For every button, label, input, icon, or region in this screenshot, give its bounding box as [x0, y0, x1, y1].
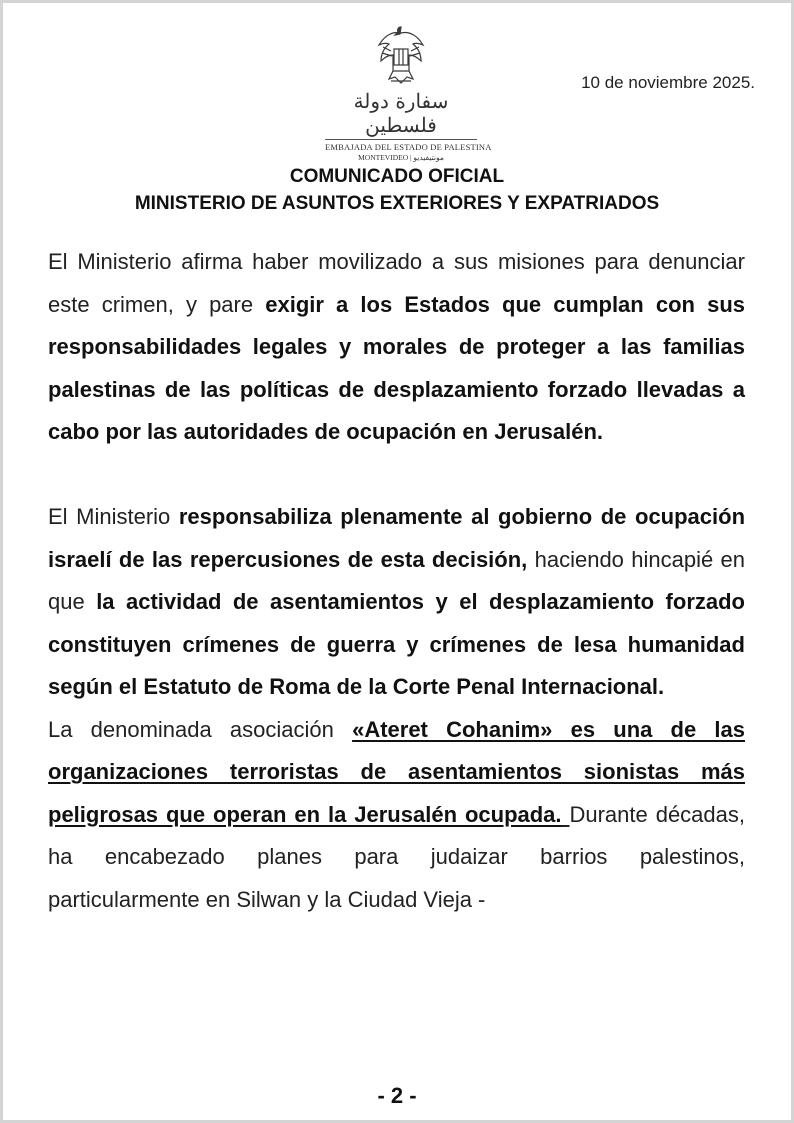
document-body [48, 241, 745, 921]
document-header [3, 163, 791, 217]
eagle-emblem-icon [373, 21, 429, 87]
header-line-1: COMUNICADO OFICIAL [289, 166, 505, 187]
paragraph-3-text-1: La denominada asociación [48, 716, 353, 742]
paragraph-2-text-1: El Ministerio [48, 504, 179, 529]
paragraph-3 [48, 709, 745, 922]
paragraph-1 [48, 241, 745, 454]
paragraph-1-text: El Ministerio afirma haber movilizado a sus misiones para denunciar este crimen, y pare [48, 249, 745, 317]
header-line-2: MINISTERIO DE ASUNTOS EXTERIORES Y EXPATRIADOS [134, 193, 660, 214]
paragraph-gap [48, 454, 745, 497]
paragraph-2 [48, 496, 745, 709]
document-date: 10 de noviembre 2025. [581, 73, 755, 92]
paragraph-2-bold-1: responsabiliza plenamente al gobierno de ocupación israelí de las repercusiones de esta decisión, [48, 504, 746, 572]
paragraph-2-bold-2: la actividad de asentamientos y el desplazamiento forzado constituyen crímenes de guerra y crímenes de lesa humanidad según el Estatuto de Roma de la Corte Penal Internacional. [48, 589, 745, 699]
embassy-letterhead [321, 21, 492, 162]
paragraph-3-bold-underlined: «Ateret Cohanim» es una de las organizaciones terroristas de asentamientos sionistas más peligrosas que operan en la Jerusalén ocupada. [48, 716, 745, 827]
embassy-name: EMBAJADA DEL ESTADO DE PALESTINA [325, 139, 477, 152]
embassy-arabic-name: سفارة دولة فلسطين [353, 89, 449, 137]
embassy-city: MONTEVIDEO | مونتيفيديو [358, 153, 444, 162]
paragraph-2-text-2: haciendo hincapié en que [48, 546, 745, 614]
paragraph-1-bold: exigir a los Estados que cumplan con sus responsabilidades legales y morales de proteger a las familias palestinas de las políticas de desplazamiento forzado llevadas a cabo por las autoridades de ocupación en Jerusalén. [48, 291, 745, 444]
paragraph-3-text-2: Durante décadas, ha encabezado planes para judaizar barrios palestinos, particularmente en Silwan y la Ciudad Vieja - [48, 801, 745, 912]
page-number: - 2 - [377, 1083, 417, 1108]
